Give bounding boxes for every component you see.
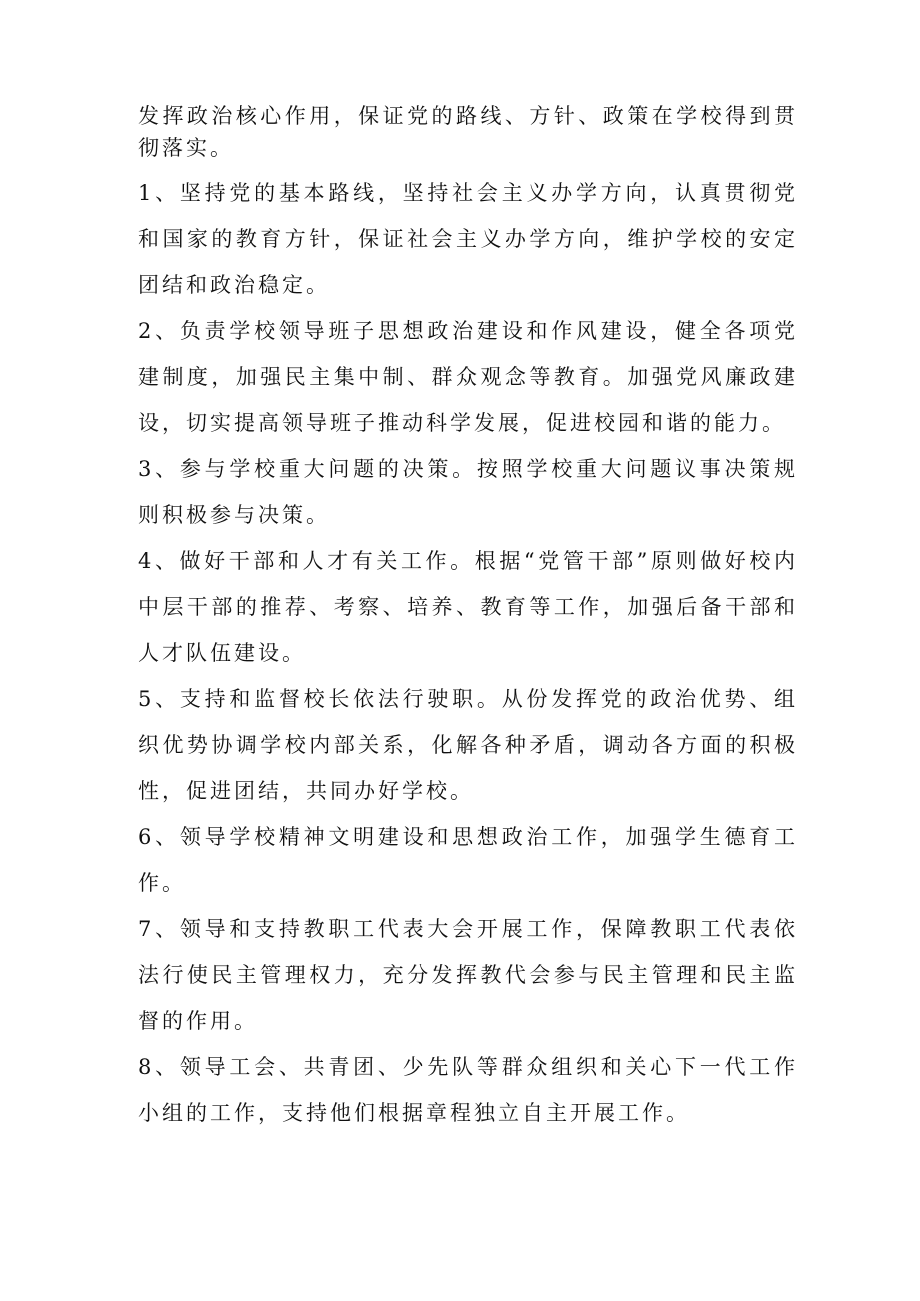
item-8: 8、领导工会、共青团、少先队等群众组织和关心下一代工作小组的工作，支持他们根据章程独立自主开展工作。: [138, 1055, 798, 1125]
item-1: 1、坚持党的基本路线，坚持社会主义办学方向，认真贯彻党和国家的教育方针，保证社会主义办学方向，维护学校的安定团结和政治稳定。: [138, 181, 798, 297]
intro-paragraph: 发挥政治核心作用，保证党的路线、方针、政策在学校得到贯彻落实。: [138, 104, 798, 160]
item-2: 2、负责学校领导班子思想政治建设和作风建设，健全各项党建制度，加强民主集中制、群众观念等教育。加强党风廉政建设，切实提高领导班子推动科学发展，促进校园和谐的能力。: [138, 319, 798, 435]
item-6: 6、领导学校精神文明建设和思想政治工作，加强学生德育工作。: [138, 825, 798, 895]
item-7: 7、领导和支持教职工代表大会开展工作，保障教职工代表依法行使民主管理权力，充分发挥教代会参与民主管理和民主监督的作用。: [138, 917, 798, 1033]
document-body: [138, 100, 798, 1136]
item-4: 4、做好干部和人才有关工作。根据“党管干部”原则做好校内中层干部的推荐、考察、培养、教育等工作，加强后备干部和人才队伍建设。: [138, 549, 798, 665]
item-3: 3、参与学校重大问题的决策。按照学校重大问题议事决策规则积极参与决策。: [138, 457, 798, 527]
item-5: 5、支持和监督校长依法行驶职。从份发挥党的政治优势、组织优势协调学校内部关系，化解各种矛盾，调动各方面的积极性，促进团结，共同办好学校。: [138, 687, 798, 803]
